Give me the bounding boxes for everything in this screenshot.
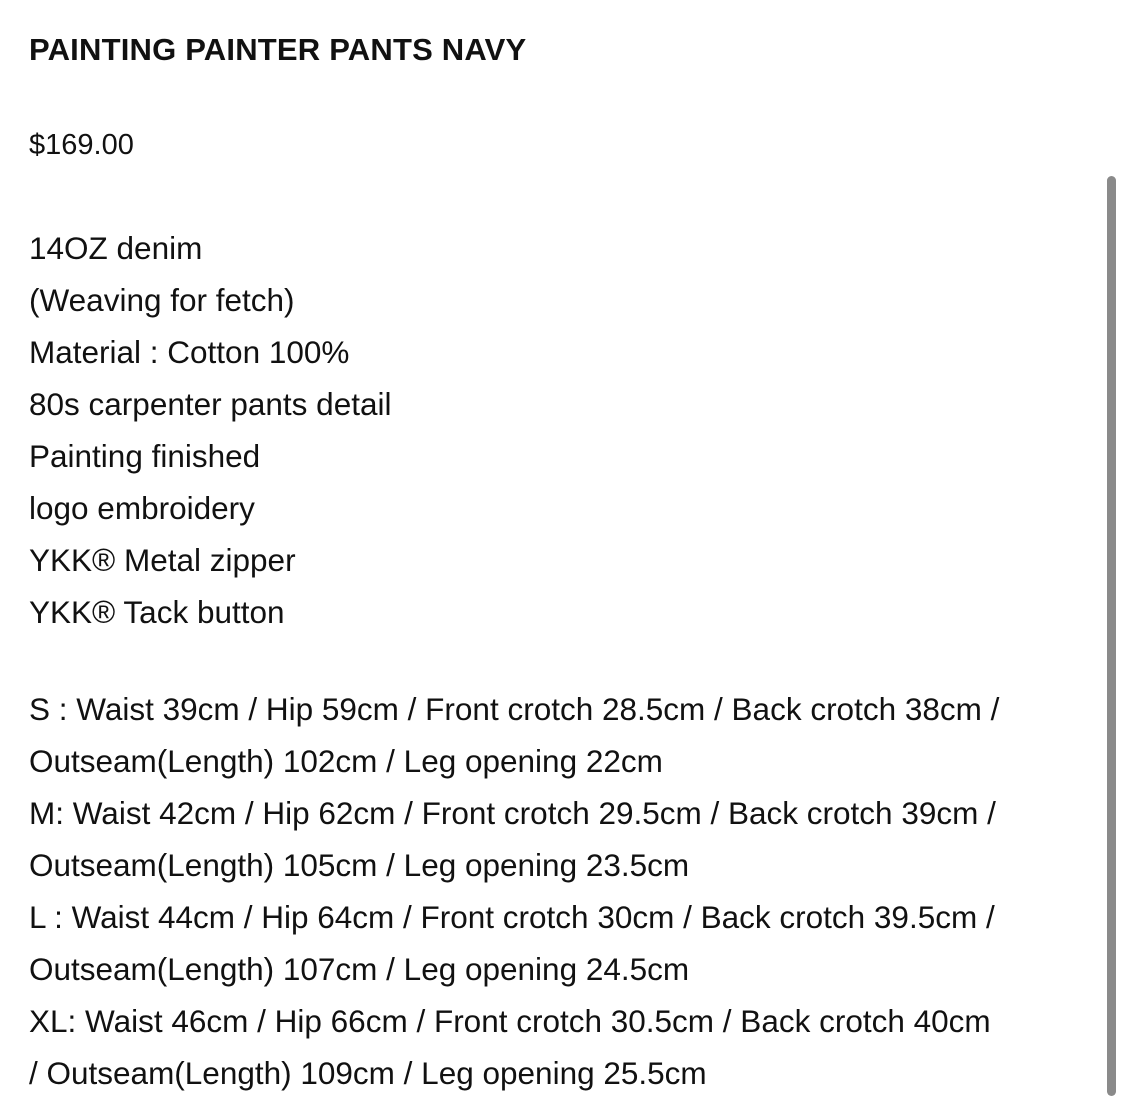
- size-line: / Outseam(Length) 109cm / Leg opening 25.5cm: [29, 1055, 707, 1091]
- product-details-list: [29, 222, 391, 638]
- vertical-scrollbar[interactable]: [1107, 176, 1116, 1096]
- detail-line: Painting finished: [29, 438, 261, 474]
- size-chart: [29, 683, 1104, 1099]
- size-line: L : Waist 44cm / Hip 64cm / Front crotch 30cm / Back crotch 39.5cm /: [29, 899, 995, 935]
- detail-line: YKK® Tack button: [29, 594, 285, 630]
- product-title: PAINTING PAINTER PANTS NAVY: [29, 32, 527, 67]
- product-description: [29, 0, 1104, 1119]
- detail-line: 80s carpenter pants detail: [29, 386, 392, 422]
- detail-line: 14OZ denim: [29, 230, 203, 266]
- size-line: XL: Waist 46cm / Hip 66cm / Front crotch 30.5cm / Back crotch 40cm: [29, 1003, 991, 1039]
- detail-line: (Weaving for fetch): [29, 282, 295, 318]
- size-line: Outseam(Length) 107cm / Leg opening 24.5cm: [29, 951, 690, 987]
- size-line: M: Waist 42cm / Hip 62cm / Front crotch 29.5cm / Back crotch 39cm /: [29, 795, 996, 831]
- size-line: Outseam(Length) 105cm / Leg opening 23.5cm: [29, 847, 690, 883]
- size-line: S : Waist 39cm / Hip 59cm / Front crotch 28.5cm / Back crotch 38cm /: [29, 691, 1000, 727]
- detail-line: YKK® Metal zipper: [29, 542, 296, 578]
- detail-line: logo embroidery: [29, 490, 255, 526]
- product-price: $169.00: [29, 129, 134, 161]
- size-line: Outseam(Length) 102cm / Leg opening 22cm: [29, 743, 663, 779]
- detail-line: Material : Cotton 100%: [29, 334, 350, 370]
